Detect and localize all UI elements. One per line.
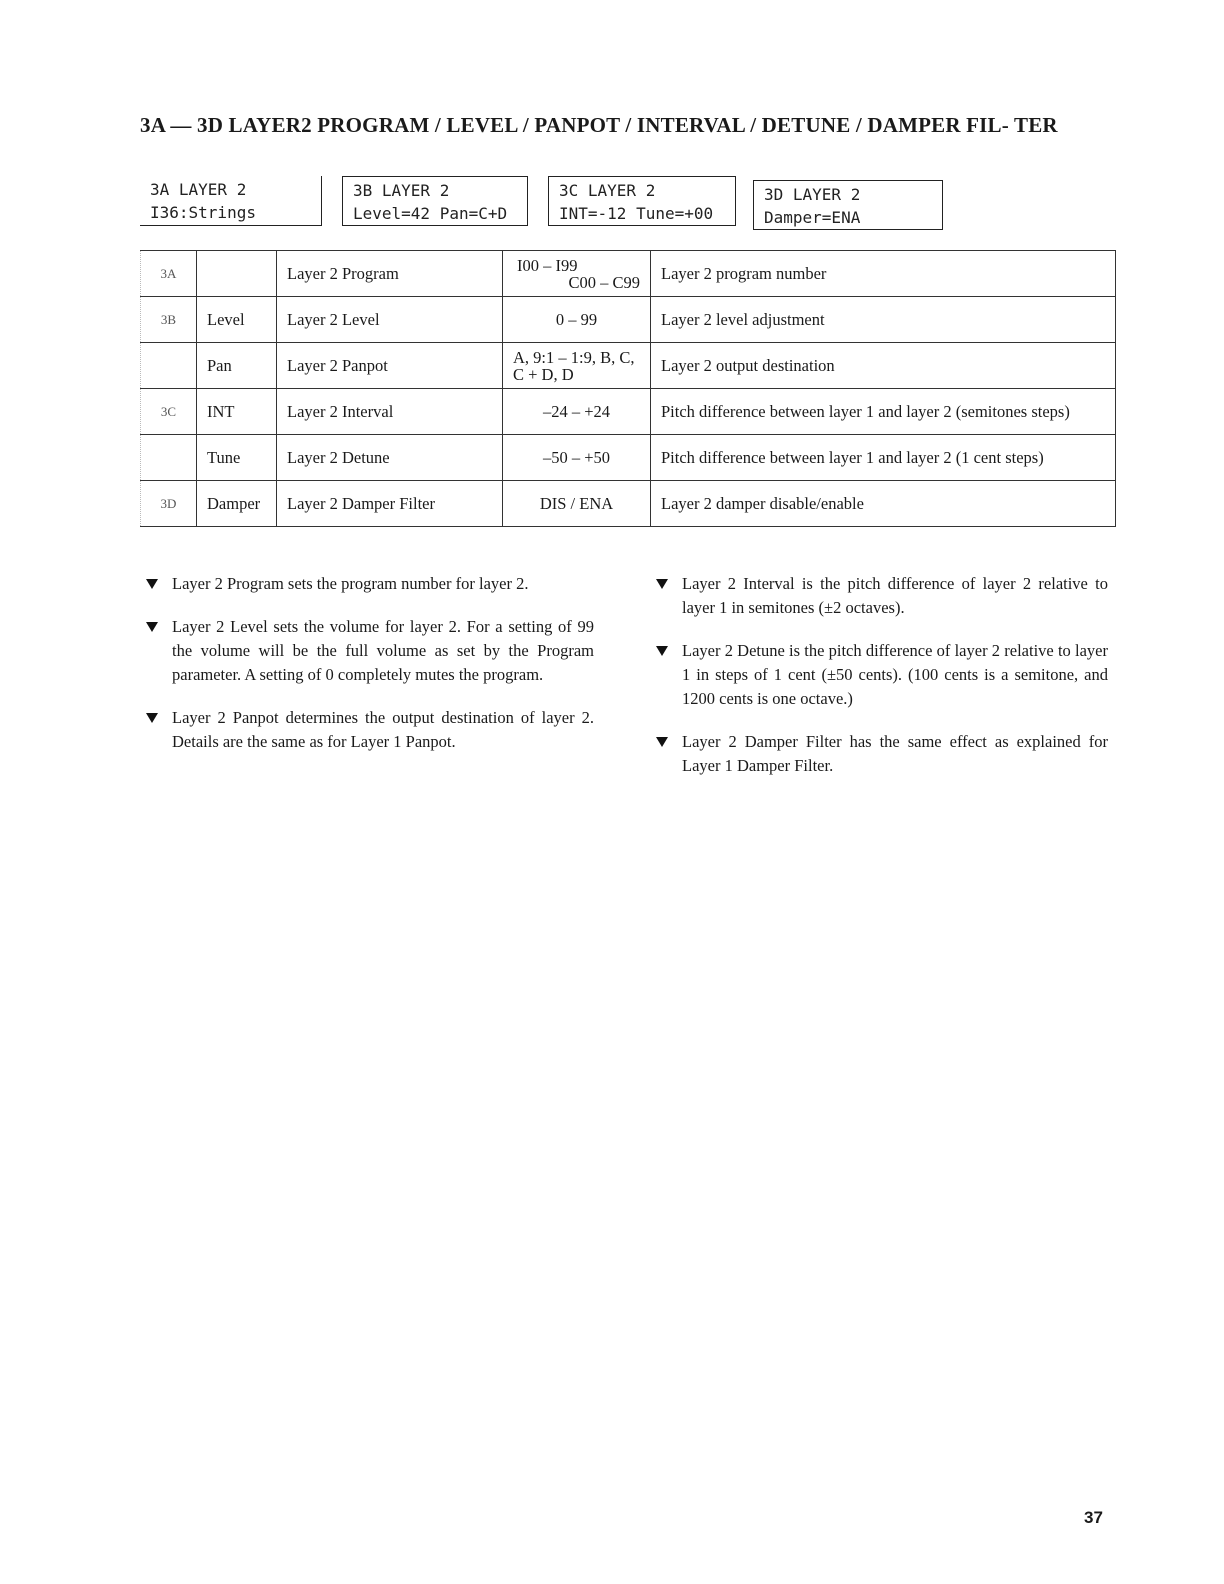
row-id: 3A — [141, 251, 197, 297]
note-text: Layer 2 Level sets the volume for layer 2. For a setting of 99 the volume will be the full volume as set by the Program parameter. A setting of 0 completely mutes the program. — [172, 617, 594, 684]
row-range: –24 – +24 — [503, 389, 651, 435]
note-text: Layer 2 Program sets the program number for layer 2. — [172, 574, 529, 593]
lcd-line-2: INT=-12 Tune=+00 — [559, 204, 714, 223]
lcd-line-1: 3B LAYER 2 — [353, 181, 450, 200]
range-line-1: I00 – I99 — [517, 255, 578, 275]
table-row — [141, 251, 1116, 297]
row-abbr: Damper — [197, 481, 277, 527]
note-interval — [656, 572, 1108, 620]
down-triangle-icon — [656, 737, 668, 747]
down-triangle-icon — [146, 579, 158, 589]
lcd-line-2: I36:Strings — [150, 203, 256, 222]
table-row — [141, 389, 1116, 435]
row-desc: Pitch difference between layer 1 and layer 2 (1 cent steps) — [651, 435, 1116, 481]
range-line-2: C00 – C99 — [568, 272, 640, 292]
row-name: Layer 2 Panpot — [277, 343, 503, 389]
row-desc: Layer 2 level adjustment — [651, 297, 1116, 343]
lcd-line-2: Damper=ENA — [764, 208, 861, 227]
down-triangle-icon — [656, 646, 668, 656]
notes-left-column — [146, 572, 594, 773]
down-triangle-icon — [656, 579, 668, 589]
table-row — [141, 297, 1116, 343]
lcd-screen-3a — [140, 176, 322, 226]
table-row — [141, 343, 1116, 389]
row-range — [503, 251, 651, 297]
notes-right-column — [656, 572, 1108, 797]
parameter-table — [140, 250, 1116, 527]
table-row — [141, 481, 1116, 527]
note-program — [146, 572, 594, 596]
row-desc: Layer 2 output destination — [651, 343, 1116, 389]
page-number: 37 — [1084, 1508, 1103, 1527]
section-title: 3A — 3D LAYER2 PROGRAM / LEVEL / PANPOT / INTERVAL / DETUNE / DAMPER FIL- TER — [140, 113, 1058, 137]
row-abbr: INT — [197, 389, 277, 435]
row-range: –50 – +50 — [503, 435, 651, 481]
row-name: Layer 2 Level — [277, 297, 503, 343]
lcd-line-1: 3A LAYER 2 — [150, 180, 247, 199]
row-id: 3D — [141, 481, 197, 527]
lcd-line-1: 3D LAYER 2 — [764, 185, 861, 204]
table-row — [141, 435, 1116, 481]
row-id — [141, 435, 197, 481]
row-abbr: Tune — [197, 435, 277, 481]
note-level — [146, 615, 594, 687]
note-text: Layer 2 Panpot determines the output destination of layer 2. Details are the same as for Layer 1 Panpot. — [172, 708, 594, 751]
row-abbr: Pan — [197, 343, 277, 389]
row-name: Layer 2 Interval — [277, 389, 503, 435]
note-text: Layer 2 Detune is the pitch difference of layer 2 relative to layer 1 in steps of 1 cent (±50 cents). (100 cents is a semitone, and 1200 cents is one octave.) — [682, 641, 1108, 708]
row-range: DIS / ENA — [503, 481, 651, 527]
row-desc: Layer 2 damper disable/enable — [651, 481, 1116, 527]
note-detune — [656, 639, 1108, 711]
lcd-screen-3d — [753, 180, 943, 230]
row-range: 0 – 99 — [503, 297, 651, 343]
row-name: Layer 2 Damper Filter — [277, 481, 503, 527]
row-id: 3C — [141, 389, 197, 435]
lcd-screen-3c — [548, 176, 736, 226]
row-id — [141, 343, 197, 389]
lcd-line-1: 3C LAYER 2 — [559, 181, 656, 200]
row-name: Layer 2 Program — [277, 251, 503, 297]
down-triangle-icon — [146, 713, 158, 723]
row-abbr — [197, 251, 277, 297]
lcd-line-2: Level=42 Pan=C+D — [353, 204, 508, 223]
note-panpot — [146, 706, 594, 754]
row-abbr: Level — [197, 297, 277, 343]
row-desc: Layer 2 program number — [651, 251, 1116, 297]
down-triangle-icon — [146, 622, 158, 632]
row-name: Layer 2 Detune — [277, 435, 503, 481]
row-range: A, 9:1 – 1:9, B, C, C + D, D — [503, 343, 651, 389]
row-desc: Pitch difference between layer 1 and layer 2 (semitones steps) — [651, 389, 1116, 435]
note-text: Layer 2 Damper Filter has the same effect as explained for Layer 1 Damper Filter. — [682, 732, 1108, 775]
note-text: Layer 2 Interval is the pitch difference of layer 2 relative to layer 1 in semitones (±2 octaves). — [682, 574, 1108, 617]
row-id: 3B — [141, 297, 197, 343]
lcd-screen-3b — [342, 176, 528, 226]
note-damper — [656, 730, 1108, 778]
